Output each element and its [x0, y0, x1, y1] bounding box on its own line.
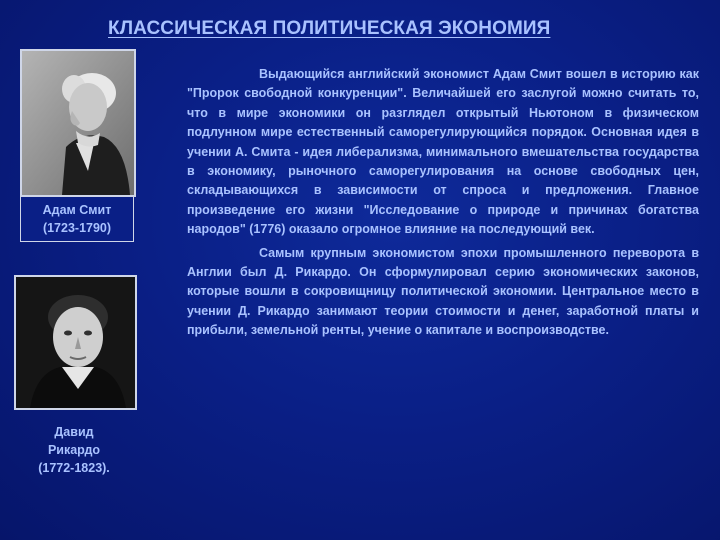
caption-david-ricardo [24, 423, 124, 477]
paragraph-ricardo: Самым крупным экономистом эпохи промышленного переворота в Англии был Д. Рикардо. Он сформулировал серию экономических законов, которые вошли в сокровищницу политической экономии. Центральное место в учении Д. Рикардо занимают теории стоимости и денег, заработной платы и прибыли, земельной ренты, учение о капитале и воспроизводстве. [187, 245, 699, 338]
smith-years: (1723-1790) [42, 221, 112, 235]
body-text [187, 65, 699, 345]
portrait-david-ricardo [14, 275, 137, 410]
paragraph-smith: Выдающийся английский экономист Адам Смит вошел в историю как "Пророк свободной конкуренции". Величайшей его заслугой можно считать то, что в мире экономики он разглядел открытый Ньютоном в физическом подлунном мире естественный саморегулирующийся порядок. Основная идея в учении А. Смита - идея либерализма, минимального вмешательства государства в экономику, рыночного саморегулирования на основе свободных цен, складывающихся в зависимости от спроса и предложения. Главное произведение его жизни "Исследование о природе и причинах богатства народов" (1776) оказало огромное влияние на последующий век. [187, 67, 699, 237]
smith-name: Адам Смит [42, 203, 112, 217]
portrait-adam-smith [20, 49, 136, 197]
ricardo-first-name: Давид [54, 425, 94, 439]
ricardo-years: (1772-1823). [38, 461, 110, 475]
caption-adam-smith [20, 196, 134, 242]
ricardo-last-name: Рикардо [47, 443, 101, 457]
slide-title: КЛАССИЧЕСКАЯ ПОЛИТИЧЕСКАЯ ЭКОНОМИЯ [108, 18, 551, 39]
